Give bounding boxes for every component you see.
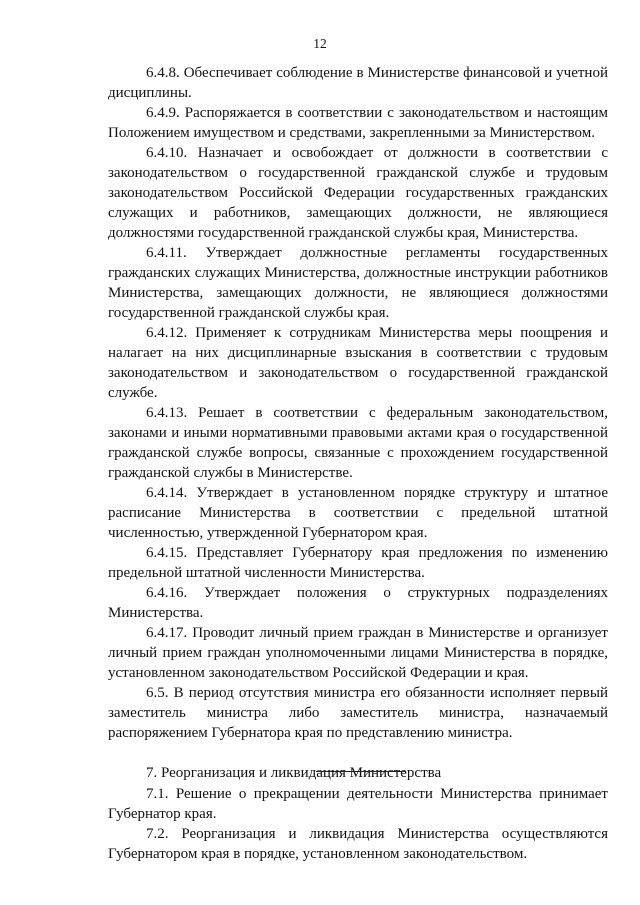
paragraph-6-4-11: 6.4.11. Утверждает должностные регламенты государственных гражданских служащих Министерства, должностные инструкции работников Министерства, замещающих должности, не являющиеся должностями государственной гражданской службы края. [108,245,608,321]
paragraph-6-4-16: 6.4.16. Утверждает положения о структурных подразделениях Министерства. [108,585,608,621]
paragraph-6-4-13: 6.4.13. Решает в соответствии с федеральным законодательством, законами и иными нормативными правовыми актами края о государственной гражданской службе вопросы, связанные с прохождением государственной гражданской службы в Министерстве. [108,405,608,481]
paragraph-7-2: 7.2. Реорганизация и ликвидация Министерства осуществляются Губернатором края в порядке, установленном законодательством. [108,826,608,862]
paragraph-6-4-15: 6.4.15. Представляет Губернатору края предложения по изменению предельной штатной численности Министерства. [108,545,608,581]
paragraph-6-5: 6.5. В период отсутствия министра его обязанности исполняет первый заместитель министра либо заместитель министра, назначаемый распоряжением Губернатора края по представлению министра. [108,685,608,741]
paragraph-6-4-12: 6.4.12. Применяет к сотрудникам Министерства меры поощрения и налагает на них дисциплинарные взыскания в соответствии с трудовым законодательством и законодательством о государственной гражданской службе. [108,325,608,401]
paragraph-7-1: 7.1. Решение о прекращении деятельности Министерства принимает Губернатор края. [108,786,608,822]
paragraph-6-4-17: 6.4.17. Проводит личный прием граждан в Министерстве и организует личный прием граждан уполномоченными лицами Министерства в порядке, установленном законодательством Российской Федерации и края. [108,625,608,681]
paragraph-6-4-9: 6.4.9. Распоряжается в соответствии с законодательством и настоящим Положением имуществом и средствами, закрепленными за Министерством. [108,105,608,141]
document-body [108,63,608,864]
page-number: 12 [313,36,327,51]
end-of-document-rule [316,771,405,772]
paragraph-6-4-10: 6.4.10. Назначает и освобождает от должности в соответствии с законодательством о государственной гражданской службе и трудовым законодательством Российской Федерации государственных гражданских служащих и работников, замещающих должности, не являющиеся должностями государственной гражданской службы края, Министерства. [108,145,608,241]
section-7-heading: 7. Реорганизация и ликвидация Министерства [146,765,442,781]
paragraph-6-4-14: 6.4.14. Утверждает в установленном порядке структуру и штатное расписание Министерства в соответствии с предельной штатной численностью, утвержденной Губернатором края. [108,485,608,541]
paragraph-6-4-8: 6.4.8. Обеспечивает соблюдение в Министерстве финансовой и учетной дисциплины. [108,65,608,101]
